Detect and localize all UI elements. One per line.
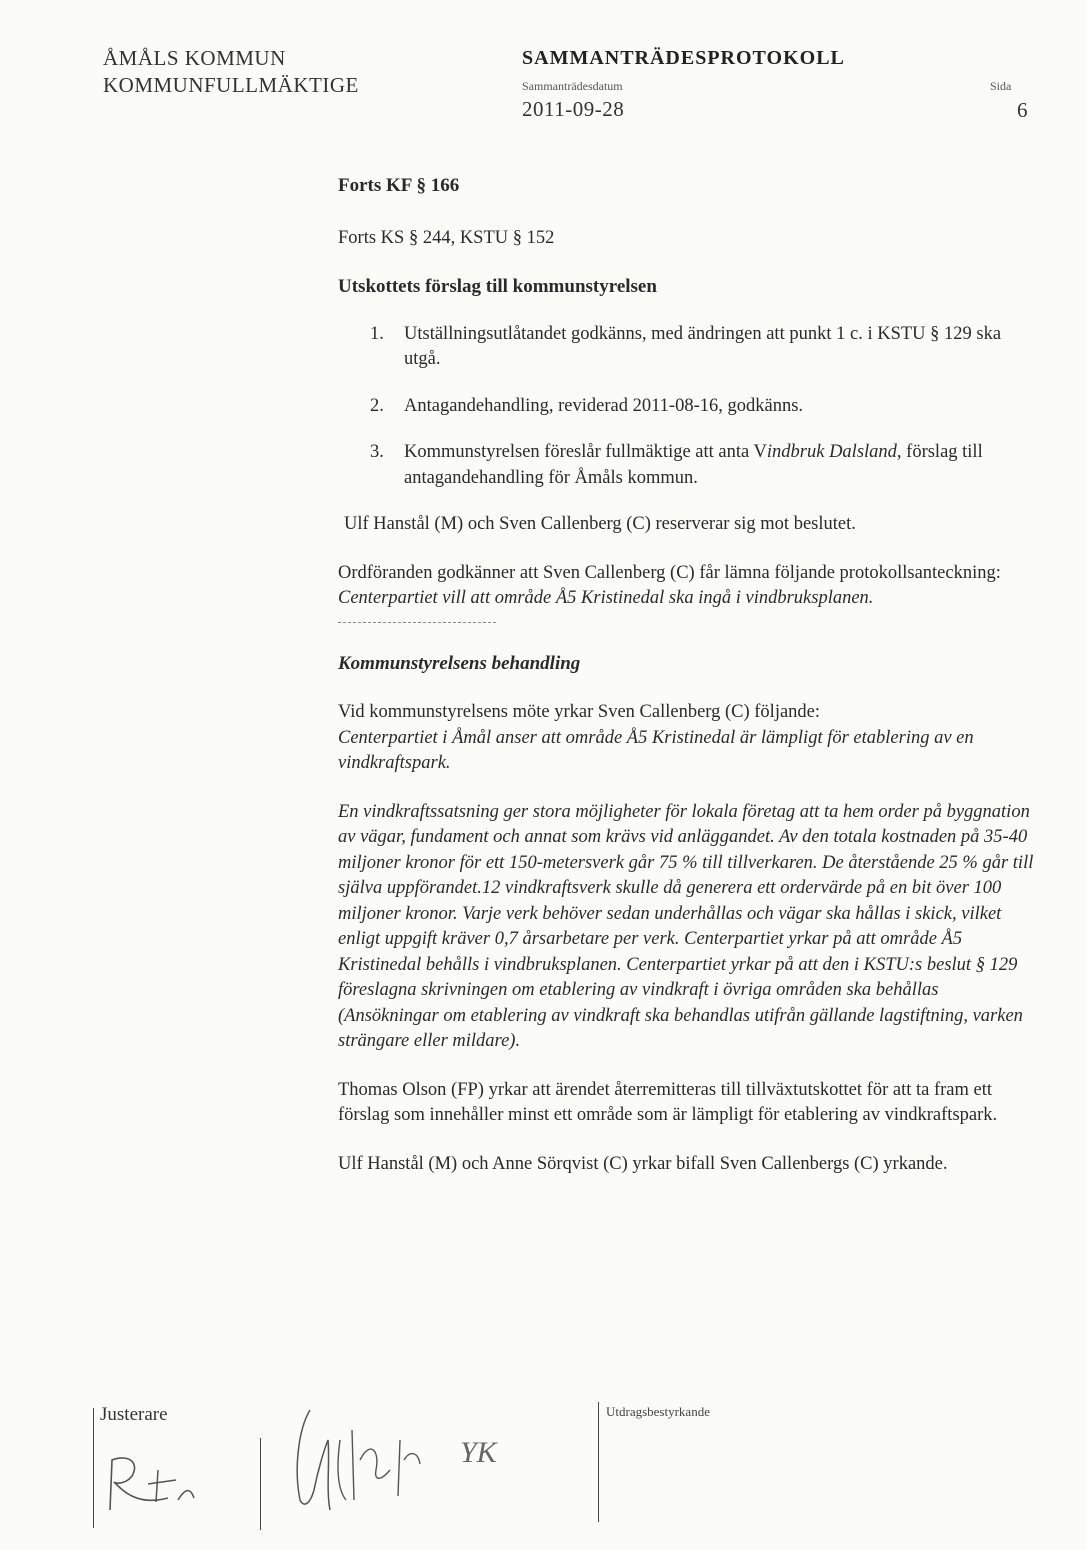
org-body: KOMMUNFULLMÄKTIGE (103, 73, 359, 97)
signature-initials: YK (460, 1436, 497, 1469)
chair-approval-text: Ordföranden godkänner att Sven Callenberg (C) får lämna följande protokollsanteckning: (338, 562, 1001, 583)
proposal-list (338, 322, 1038, 492)
support-motion: Ulf Hanstål (M) och Anne Sörqvist (C) yrkar bifall Sven Callenbergs (C) yrkande. (338, 1153, 948, 1174)
section-reference: Forts KS § 244, KSTU § 152 (338, 227, 555, 248)
protocol-body (338, 173, 1038, 1177)
ks-motion-1: Centerpartiet i Åmål anser att område Å5 Kristinedal är lämpligt för etablering av en vindkraftspark. (338, 727, 974, 773)
signature-2 (280, 1400, 450, 1520)
reservation-text: Ulf Hanstål (M) och Sven Callenberg (C) reserverar sig mot beslutet. (344, 514, 856, 534)
signature-1 (98, 1440, 228, 1520)
section-heading: Forts KF § 166 (338, 175, 460, 196)
footer-divider (598, 1402, 599, 1522)
date-label: Sammanträdesdatum (522, 79, 623, 93)
org-name: ÅMÅLS KOMMUN (103, 46, 286, 70)
document-title: SAMMANTRÄDESPROTOKOLL (522, 47, 845, 69)
page-number: 6 (1017, 98, 1028, 122)
page-label: Sida (990, 79, 1012, 93)
ks-heading: Kommunstyrelsens behandling (338, 652, 581, 674)
utdrag-label: Utdragsbestyrkande (606, 1404, 710, 1419)
justerare-label: Justerare (100, 1404, 168, 1425)
protocol-note: Centerpartiet vill att område Å5 Kristinedal ska ingå i vindbruksplanen. (338, 588, 874, 608)
ks-intro: Vid kommunstyrelsens möte yrkar Sven Callenberg (C) följande: (338, 702, 821, 722)
proposal-heading: Utskottets förslag till kommunstyrelsen (338, 276, 657, 297)
footer-divider (260, 1438, 261, 1530)
ks-motion-2: En vindkraftssatsning ger stora möjligheter för lokala företag att ta hem order på byggnation av vägar, fundament och annat som krävs vid anläggandet. Av den totala kostnaden på 35-40 miljoner kronor för ett 150-metersverk går 75 % till tillverkaren. De återstående 25 % går till själva uppförandet.12 vindkraftsverk skulle då generera ett ordervärde på en bit över 100 miljoner kronor. Varje verk behöver sedan underhållas och vägar ska hållas i skick, vilket enligt uppgift kräver 0,7 årsarbetare per verk. Centerpartiet yrkar på att område Å5 Kristinedal behålls i vindbruksplanen. Centerpartiet yrkar på att den i KSTU:s beslut § 129 föreslagna skrivningen om etablering av vindkraft i övriga områden ska behållas (Ansökningar om etablering av vindkraft ska behandlas utifrån gällande lagstiftning, varken strängare eller mildare). (338, 801, 1034, 1051)
meeting-date: 2011-09-28 (522, 97, 625, 121)
list-item: 1. Utställningsutlåtandet godkänns, med ändringen att punkt 1 c. i KSTU § 129 ska utgå. (370, 323, 1002, 369)
list-item: 3. Kommunstyrelsen föreslår fullmäktige att anta Vindbruk Dalsland, förslag till antagandehandling för Åmåls kommun. (370, 442, 983, 488)
list-item: 2. Antagandehandling, reviderad 2011-08-16, godkänns. (370, 395, 804, 416)
footer-divider (93, 1408, 94, 1528)
olson-motion: Thomas Olson (FP) yrkar att ärendet återremitteras till tillväxtutskottet för att ta fram ett förslag som innehåller minst ett område som är lämpligt för etablering av vindkraftspark. (338, 1079, 998, 1125)
